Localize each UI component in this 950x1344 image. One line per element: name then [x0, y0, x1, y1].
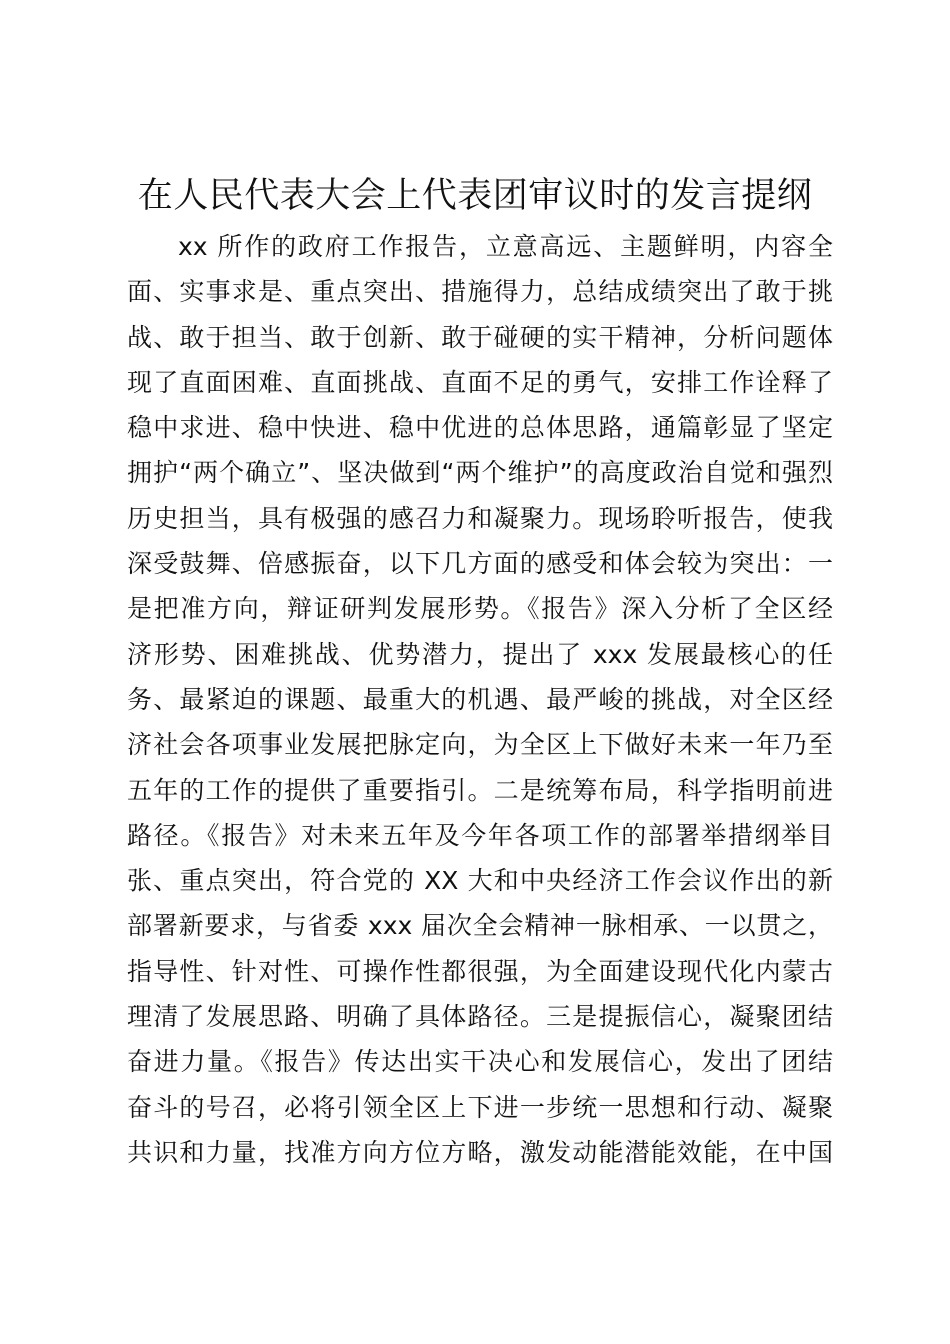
body-line: 五年的工作的提供了重要指引。二是统筹布局，科学指明前进 [127, 775, 833, 805]
body-line: 理清了发展思路、明确了具体路径。三是提振信心，凝聚团结 [127, 1002, 833, 1032]
body-line: 奋进力量。《报告》传达出实干决心和发展信心，发出了团结 [127, 1047, 833, 1077]
body-line: 务、最紧迫的课题、最重大的机遇、最严峻的挑战，对全区经 [127, 684, 833, 714]
body-line: 济形势、困难挑战、优势潜力，提出了 xxx 发展最核心的任 [127, 639, 833, 669]
body-line: 深受鼓舞、倍感振奋，以下几方面的感受和体会较为突出：一 [127, 549, 833, 579]
body-line: 现了直面困难、直面挑战、直面不足的勇气，安排工作诠释了 [127, 367, 833, 397]
body-line: 稳中求进、稳中快进、稳中优进的总体思路，通篇彰显了坚定 [127, 413, 833, 443]
body-line: 部署新要求，与省委 xxx 届次全会精神一脉相承、一以贯之， [127, 911, 833, 941]
document-title: 在人民代表大会上代表团审议时的发言提纲 [137, 176, 813, 216]
body-line: 历史担当，具有极强的感召力和凝聚力。现场聆听报告，使我 [127, 503, 833, 533]
body-line: xx 所作的政府工作报告，立意高远、主题鲜明，内容全 [178, 232, 833, 261]
body-line: 拥护“两个确立”、坚决做到“两个维护”的高度政治自觉和强烈 [127, 458, 833, 488]
body-line: 共识和力量，找准方向方位方略，激发动能潜能效能，在中国 [127, 1137, 833, 1167]
document-body [127, 224, 833, 1175]
body-line: 奋斗的号召，必将引领全区上下进一步统一思想和行动、凝聚 [127, 1092, 833, 1122]
body-line: 张、重点突出，符合党的 XX 大和中央经济工作会议作出的新 [127, 866, 833, 896]
body-line: 战、敢于担当、敢于创新、敢于碰硬的实干精神，分析问题体 [127, 322, 833, 352]
body-line: 是把准方向，辩证研判发展形势。《报告》深入分析了全区经 [127, 594, 833, 624]
body-line: 面、实事求是、重点突出、措施得力，总结成绩突出了敢于挑 [127, 277, 833, 307]
body-line: 指导性、针对性、可操作性都很强，为全面建设现代化内蒙古 [127, 956, 833, 986]
body-line: 路径。《报告》对未来五年及今年各项工作的部署举措纲举目 [127, 820, 833, 850]
body-line: 济社会各项事业发展把脉定向，为全区上下做好未来一年乃至 [127, 730, 833, 760]
